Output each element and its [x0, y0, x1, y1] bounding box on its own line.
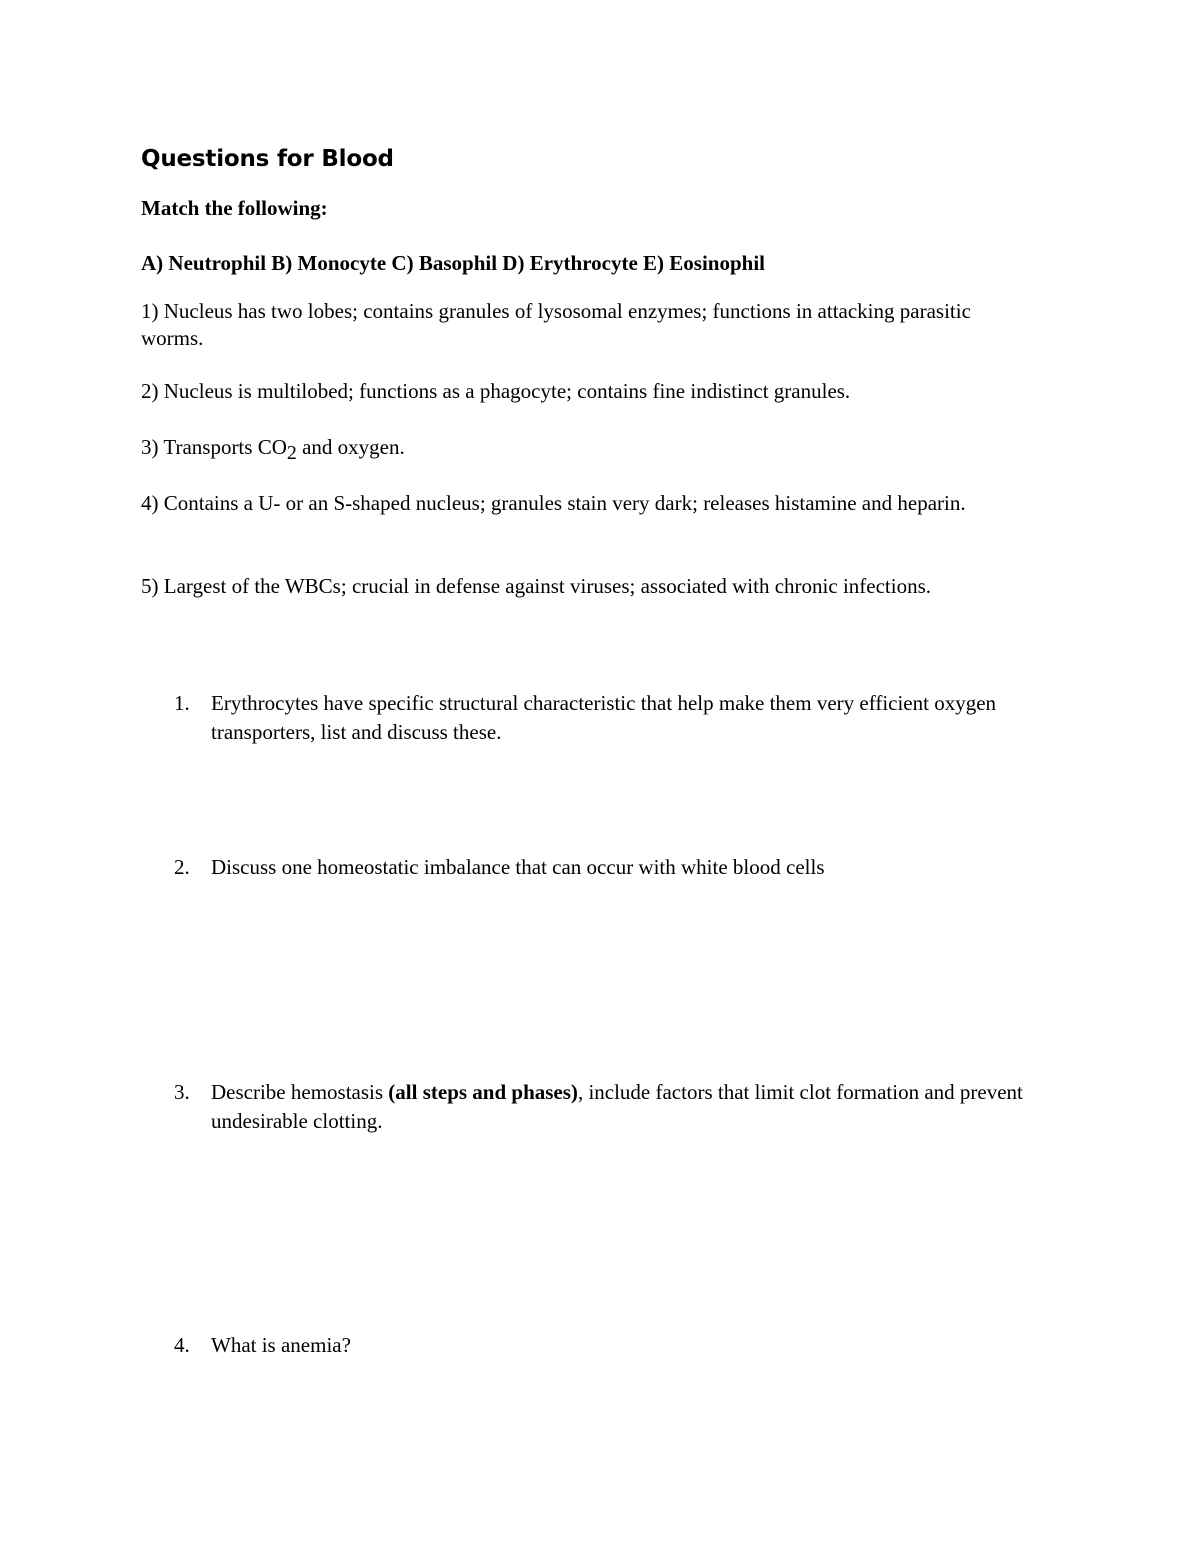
- question-text-part: , include factors that limit clot formation and prevent undesirable clotting.: [211, 1080, 1023, 1133]
- question-text-part: Describe hemostasis: [211, 1080, 389, 1104]
- match-heading: Match the following:: [141, 196, 328, 220]
- question-text: Erythrocytes have specific structural characteristic that help make them very efficient oxygen transporters, list and discuss these.: [211, 691, 997, 744]
- question-emphasis: (all steps and phases): [388, 1080, 578, 1104]
- question-text: [211, 1078, 1071, 1136]
- question-text: Discuss one homeostatic imbalance that can occur with white blood cells: [211, 855, 825, 879]
- match-item-text: and oxygen.: [296, 435, 405, 459]
- match-item: 4) Contains a U- or an S-shaped nucleus; granules stain very dark; releases histamine and heparin.: [141, 491, 966, 515]
- match-item: 1) Nucleus has two lobes; contains granules of lysosomal enzymes; functions in attacking parasitic worms.: [141, 299, 971, 350]
- question-number: 4.: [174, 1333, 190, 1357]
- match-options: A) Neutrophil B) Monocyte C) Basophil D) Erythrocyte E) Eosinophil: [141, 251, 765, 275]
- match-item-text: 3) Transports CO: [141, 435, 287, 459]
- match-item: 5) Largest of the WBCs; crucial in defense against viruses; associated with chronic infections.: [141, 574, 932, 598]
- match-item: 2) Nucleus is multilobed; functions as a phagocyte; contains fine indistinct granules.: [141, 379, 851, 403]
- question-number: 3.: [174, 1080, 190, 1104]
- subscript-two: 2: [286, 441, 297, 464]
- question-text: What is anemia?: [211, 1333, 351, 1357]
- match-item: [141, 434, 1021, 464]
- page-title: Questions for Blood: [141, 146, 394, 172]
- question-number: 2.: [174, 855, 190, 879]
- question-number: 1.: [174, 691, 190, 715]
